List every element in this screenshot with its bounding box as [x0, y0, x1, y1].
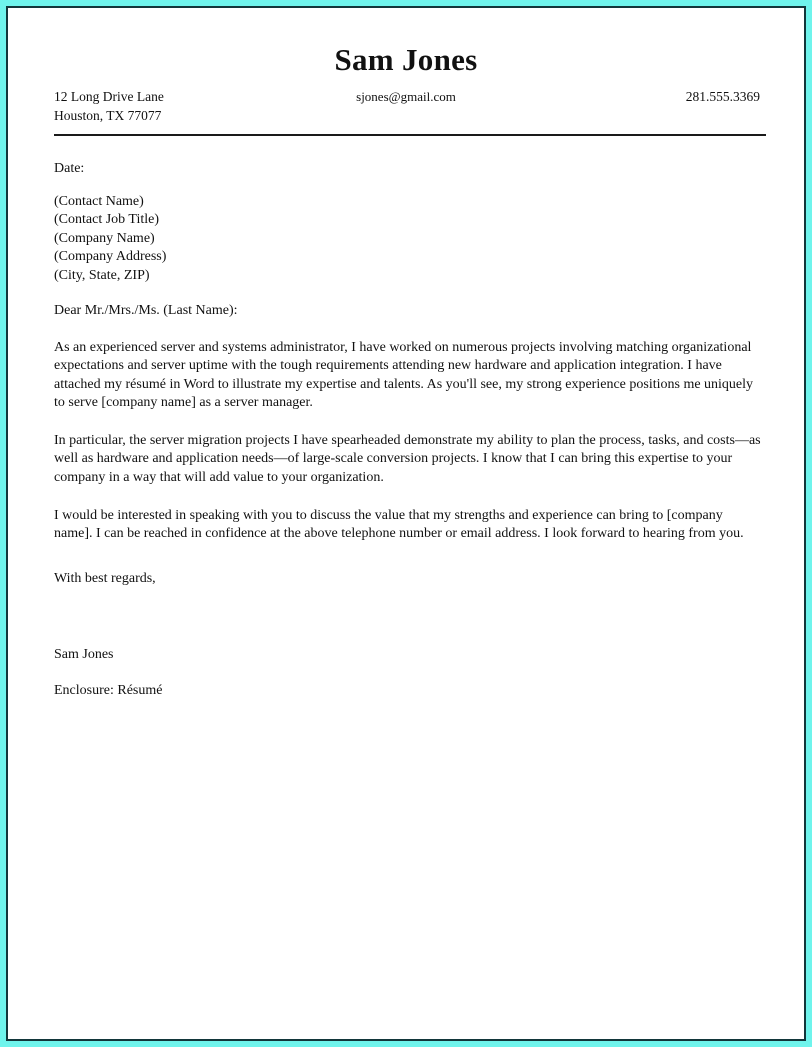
letterhead-name: Sam Jones — [334, 42, 478, 77]
recipient-line: (City, State, ZIP) — [54, 267, 150, 283]
letterhead-contact-row — [48, 87, 764, 123]
letterhead-email[interactable]: sjones@gmail.com — [356, 88, 456, 104]
recipient-address-block — [54, 193, 764, 286]
body-paragraph: In particular, the server migration projects I have spearheaded demonstrate my ability to plan the process, tasks, and costs—as well as hardware and application needs—of large-scale conversion projects. I know that I can bring this expertise to your company in a way that will add value to your organization. — [54, 432, 761, 486]
recipient-line: (Company Address) — [54, 249, 167, 265]
body-paragraph: As an experienced server and systems administrator, I have worked on numerous projects involving matching organizational expectations and server uptime with the tough requirements attending new hardware and application integration. I have attached my résumé in Word to illustrate my expertise and talents. As you'll see, my strong experience positions me uniquely to serve [company name] as a server manager. — [54, 339, 754, 411]
recipient-line: (Contact Job Title) — [54, 212, 160, 228]
recipient-line: (Contact Name) — [54, 193, 144, 209]
letter-page — [8, 8, 804, 1039]
letterhead-divider-rule — [54, 134, 766, 136]
letterhead-address-line2: Houston, TX 77077 — [54, 107, 162, 123]
enclosure-note: Enclosure: Résumé — [54, 682, 163, 698]
body-paragraph: I would be interested in speaking with you to discuss the value that my strengths and experience can bring to [company name]. I can be reached in confidence at the above telephone number or email address. I look forward to hearing from you. — [54, 507, 744, 542]
signature-name: Sam Jones — [54, 646, 114, 662]
closing-salutation: With best regards, — [54, 570, 156, 586]
page-border-frame — [6, 6, 806, 1041]
letter-body — [8, 159, 804, 700]
letterhead — [8, 8, 804, 136]
salutation: Dear Mr./Mrs./Ms. (Last Name): — [54, 302, 238, 318]
letterhead-phone: 281.555.3369 — [685, 88, 760, 104]
recipient-line: (Company Name) — [54, 230, 155, 246]
date-label: Date: — [54, 160, 85, 176]
letterhead-address-line1: 12 Long Drive Lane — [54, 88, 164, 104]
